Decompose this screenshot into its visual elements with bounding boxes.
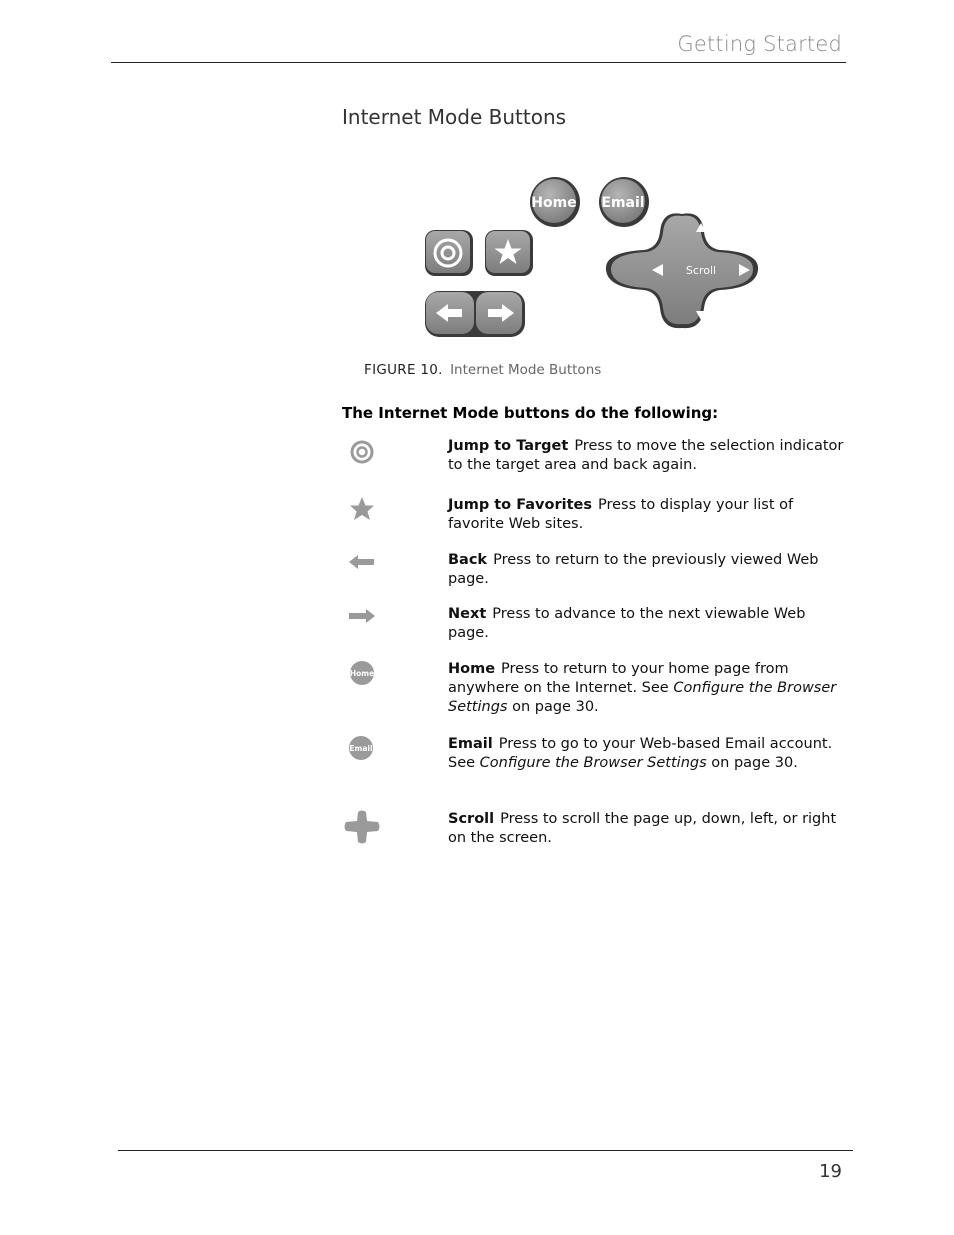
cross-reference: Configure the Browser Settings bbox=[448, 680, 837, 715]
scroll-pad bbox=[606, 213, 758, 328]
function-description: Press to return to the previously viewed Web page. bbox=[448, 552, 819, 587]
function-name: Jump to Target bbox=[448, 438, 569, 454]
cross-reference: Configure the Browser Settings bbox=[479, 755, 707, 771]
figure-caption-text: Internet Mode Buttons bbox=[450, 362, 602, 378]
scroll-label: Scroll bbox=[685, 264, 717, 277]
running-header: Getting Started bbox=[677, 32, 842, 56]
functions-intro: The Internet Mode buttons do the following: bbox=[342, 404, 719, 422]
home-button-icon bbox=[342, 660, 382, 700]
scroll-pad-icon bbox=[342, 810, 382, 850]
star-icon bbox=[342, 496, 382, 536]
function-description: Press to advance to the next viewable Web page. bbox=[448, 606, 806, 641]
function-name: Back bbox=[448, 552, 488, 568]
function-description: Press to go to your Web-based Email account. See Configure the Browser Settings on page 30. bbox=[448, 736, 833, 771]
figure-caption bbox=[364, 362, 601, 378]
home-button-label: Home bbox=[531, 195, 577, 211]
jump-to-favorites-button bbox=[485, 230, 533, 276]
footer-rule bbox=[118, 1150, 853, 1151]
function-name: Scroll bbox=[448, 811, 495, 827]
figure-label: FIGURE 10. bbox=[364, 362, 443, 378]
email-button bbox=[599, 177, 649, 227]
target-icon bbox=[342, 437, 382, 477]
section-title: Internet Mode Buttons bbox=[342, 105, 567, 129]
back-next-rocker bbox=[425, 291, 525, 337]
function-name: Email bbox=[448, 736, 493, 752]
home-button bbox=[530, 177, 580, 227]
next-arrow-icon bbox=[342, 605, 382, 645]
function-description: Press to move the selection indicator to the target area and back again. bbox=[448, 438, 844, 473]
function-name: Home bbox=[448, 661, 496, 677]
home-icon-label: Home bbox=[349, 669, 375, 678]
page-number: 19 bbox=[819, 1161, 842, 1182]
function-description: Press to display your list of favorite Web sites. bbox=[448, 497, 794, 532]
back-arrow-icon bbox=[342, 551, 382, 591]
function-name: Next bbox=[448, 606, 487, 622]
function-description: Press to scroll the page up, down, left, or right on the screen. bbox=[448, 811, 837, 846]
internet-mode-buttons-figure bbox=[420, 172, 765, 342]
function-name: Jump to Favorites bbox=[448, 497, 592, 513]
function-description: Press to return to your home page from anywhere on the Internet. See Configure the Browser Settings on page 30. bbox=[448, 661, 837, 715]
email-icon-label: Email bbox=[349, 744, 373, 753]
email-button-label: Email bbox=[601, 195, 645, 211]
jump-to-target-button bbox=[425, 230, 473, 276]
email-button-icon bbox=[342, 735, 382, 775]
header-rule bbox=[111, 62, 846, 63]
